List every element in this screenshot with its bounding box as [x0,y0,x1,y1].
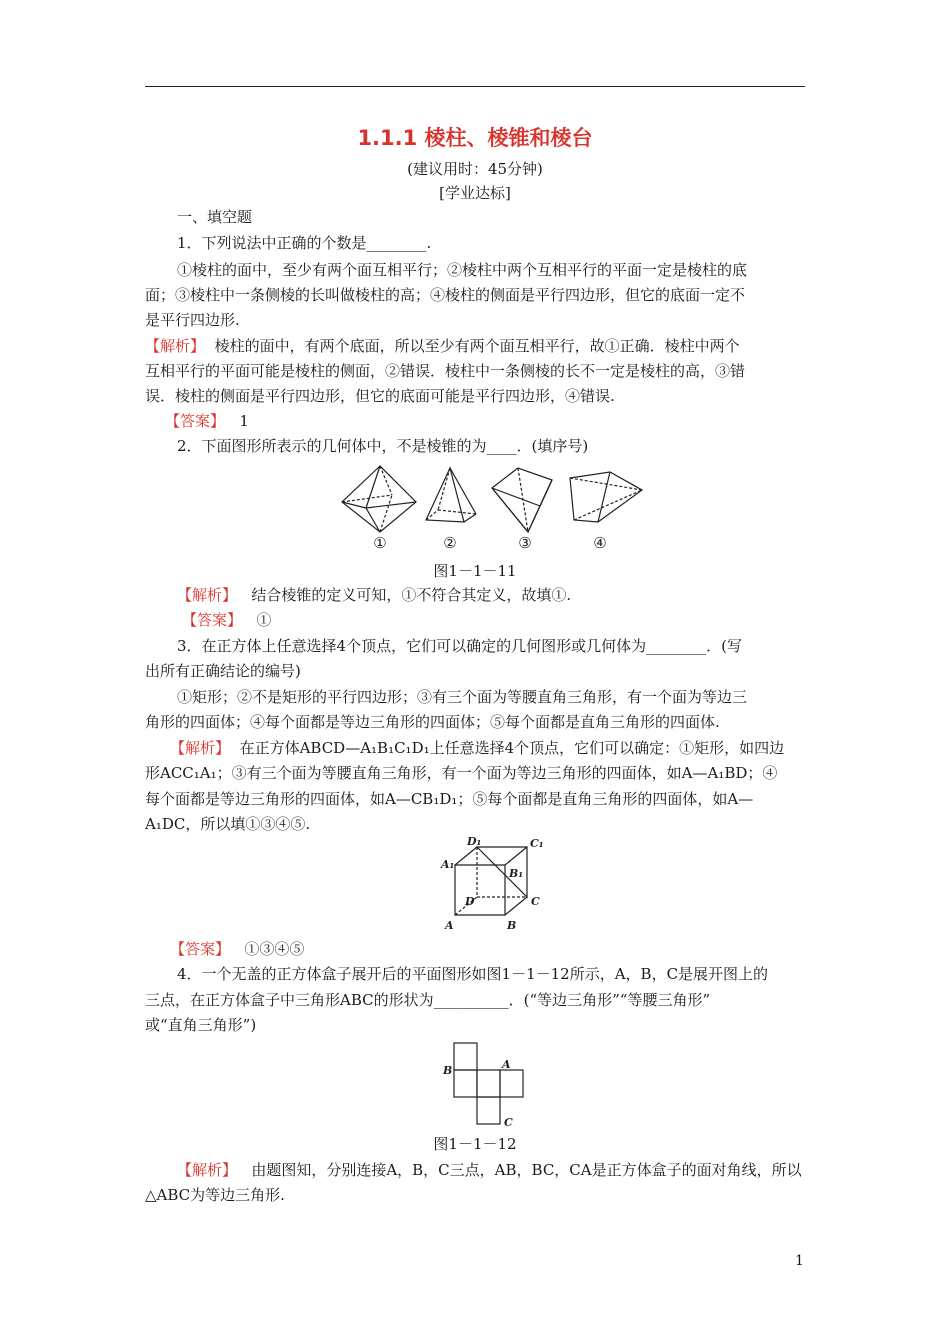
q2-answer-value: ① [256,611,272,629]
q3-answer [170,939,830,959]
solid-2-label: ② [443,534,457,552]
suggested-time: (建议用时：45分钟) [407,160,543,178]
net-point-b: B [443,1064,453,1077]
net-point-c: C [504,1116,513,1129]
q3-analysis [170,738,830,758]
q4-analysis-text: 由题图知，分别连接A，B，C三点，AB，BC，CA是正方体盒子的面对角线，所以 [251,1161,802,1179]
solid-1-drawing [342,466,416,532]
header-rule [145,86,805,87]
net-point-a: A [502,1058,511,1071]
solid-2-drawing [426,468,476,522]
figure-1-1-11-caption: 图1－1－11 [433,562,517,580]
q3-options-cont: 角形的四面体；④每个面都是等边三角形的四面体；⑤每个面都是直角三角形的四面体. [145,713,720,731]
vertex-c1: C₁ [530,837,544,850]
figure-1-1-12 [440,1038,540,1130]
vertex-d1: D₁ [467,835,482,848]
answer-tag: 【答案】 [170,940,231,958]
analysis-tag: 【解析】 [177,1161,238,1179]
vertex-b1: B₁ [509,867,524,880]
solid-1-label: ① [373,534,387,552]
q4-analysis [177,1160,837,1180]
q1-options-cont: 面；③棱柱中一条侧棱的长叫做棱柱的高；④棱柱的侧面是平行四边形，但它的底面一定不 [145,286,746,304]
q2-analysis-text: 结合棱锥的定义可知，①不符合其定义，故填①. [251,586,572,604]
page-number: 1 [795,1253,804,1269]
q3-analysis-text: 在正方体ABCD—A₁B₁C₁D₁上任意选择4个顶点，它们可以确定：①矩形，如四边 [239,739,785,757]
q1-options-end: 是平行四边形. [145,311,240,329]
answer-tag: 【答案】 [165,412,226,430]
question-4: 4．一个无盖的正方体盒子展开后的平面图形如图1－1－12所示，A，B，C是展开图上的 [177,965,769,983]
q3-analysis-cont2: 每个面都是等边三角形的四面体，如A—CB₁D₁；⑤每个面都是直角三角形的四面体，如A— [145,790,754,808]
solid-4-label: ④ [593,534,607,552]
q1-options: ①棱柱的面中，至少有两个面互相平行；②棱柱中两个互相平行的平面一定是棱柱的底 [177,261,748,279]
q4-analysis-end: △ABC为等边三角形. [145,1186,285,1204]
vertex-a1: A₁ [441,858,455,871]
q1-analysis [145,336,805,356]
q2-answer [182,610,842,630]
page-title: 1.1.1 棱柱、棱锥和棱台 [357,126,593,150]
q1-analysis-text: 棱柱的面中，有两个底面，所以至少有两个面互相平行，故①正确．棱柱中两个 [214,337,740,355]
answer-tag: 【答案】 [182,611,243,629]
cube-figure [435,835,550,937]
q1-answer-value: 1 [239,412,249,430]
section-label: [学业达标] [439,184,511,202]
vertex-d: D [465,895,475,908]
solid-4-drawing [570,472,642,522]
q1-analysis-cont: 互相平行的平面可能是棱柱的侧面，②错误．棱柱中一条侧棱的长不一定是棱柱的高，③错 [145,362,746,380]
vertex-a: A [445,919,454,932]
vertex-b: B [507,919,517,932]
part-heading: 一、填空题 [177,208,253,226]
q3-analysis-cont: 形ACC₁A₁；③有三个面为等腰直角三角形，有一个面为等边三角形的四面体，如A—A₁BD；④ [145,764,778,782]
q3-answer-value: ①③④⑤ [244,940,305,958]
analysis-tag: 【解析】 [170,739,231,757]
question-3-cont: 出所有正确结论的编号) [145,662,301,680]
solid-3-drawing [492,468,552,532]
q1-analysis-end: 误．棱柱的侧面是平行四边形，但它的底面可能是平行四边形，④错误. [145,387,615,405]
q3-options: ①矩形；②不是矩形的平行四边形；③有三个面为等腰直角三角形，有一个面为等边三 [177,688,748,706]
question-2: 2．下面图形所表示的几何体中，不是棱锥的为____．(填序号) [177,437,589,455]
analysis-tag: 【解析】 [177,586,238,604]
vertex-c: C [531,895,540,908]
solid-3-label: ③ [518,534,532,552]
question-4-cont: 三点，在正方体盒子中三角形ABC的形状为__________．(“等边三角形”“等腰三角形” [145,991,711,1009]
question-4-end: 或“直角三角形”) [145,1016,257,1034]
q1-answer [165,411,825,431]
question-1: 1．下列说法中正确的个数是________. [177,234,432,252]
q2-analysis [177,585,837,605]
question-3: 3．在正方体上任意选择4个顶点，它们可以确定的几何图形或几何体为________．(写 [177,637,742,655]
figure-1-1-12-caption: 图1－1－12 [433,1135,517,1153]
q3-analysis-end: A₁DC，所以填①③④⑤. [145,815,311,833]
analysis-tag: 【解析】 [145,337,206,355]
